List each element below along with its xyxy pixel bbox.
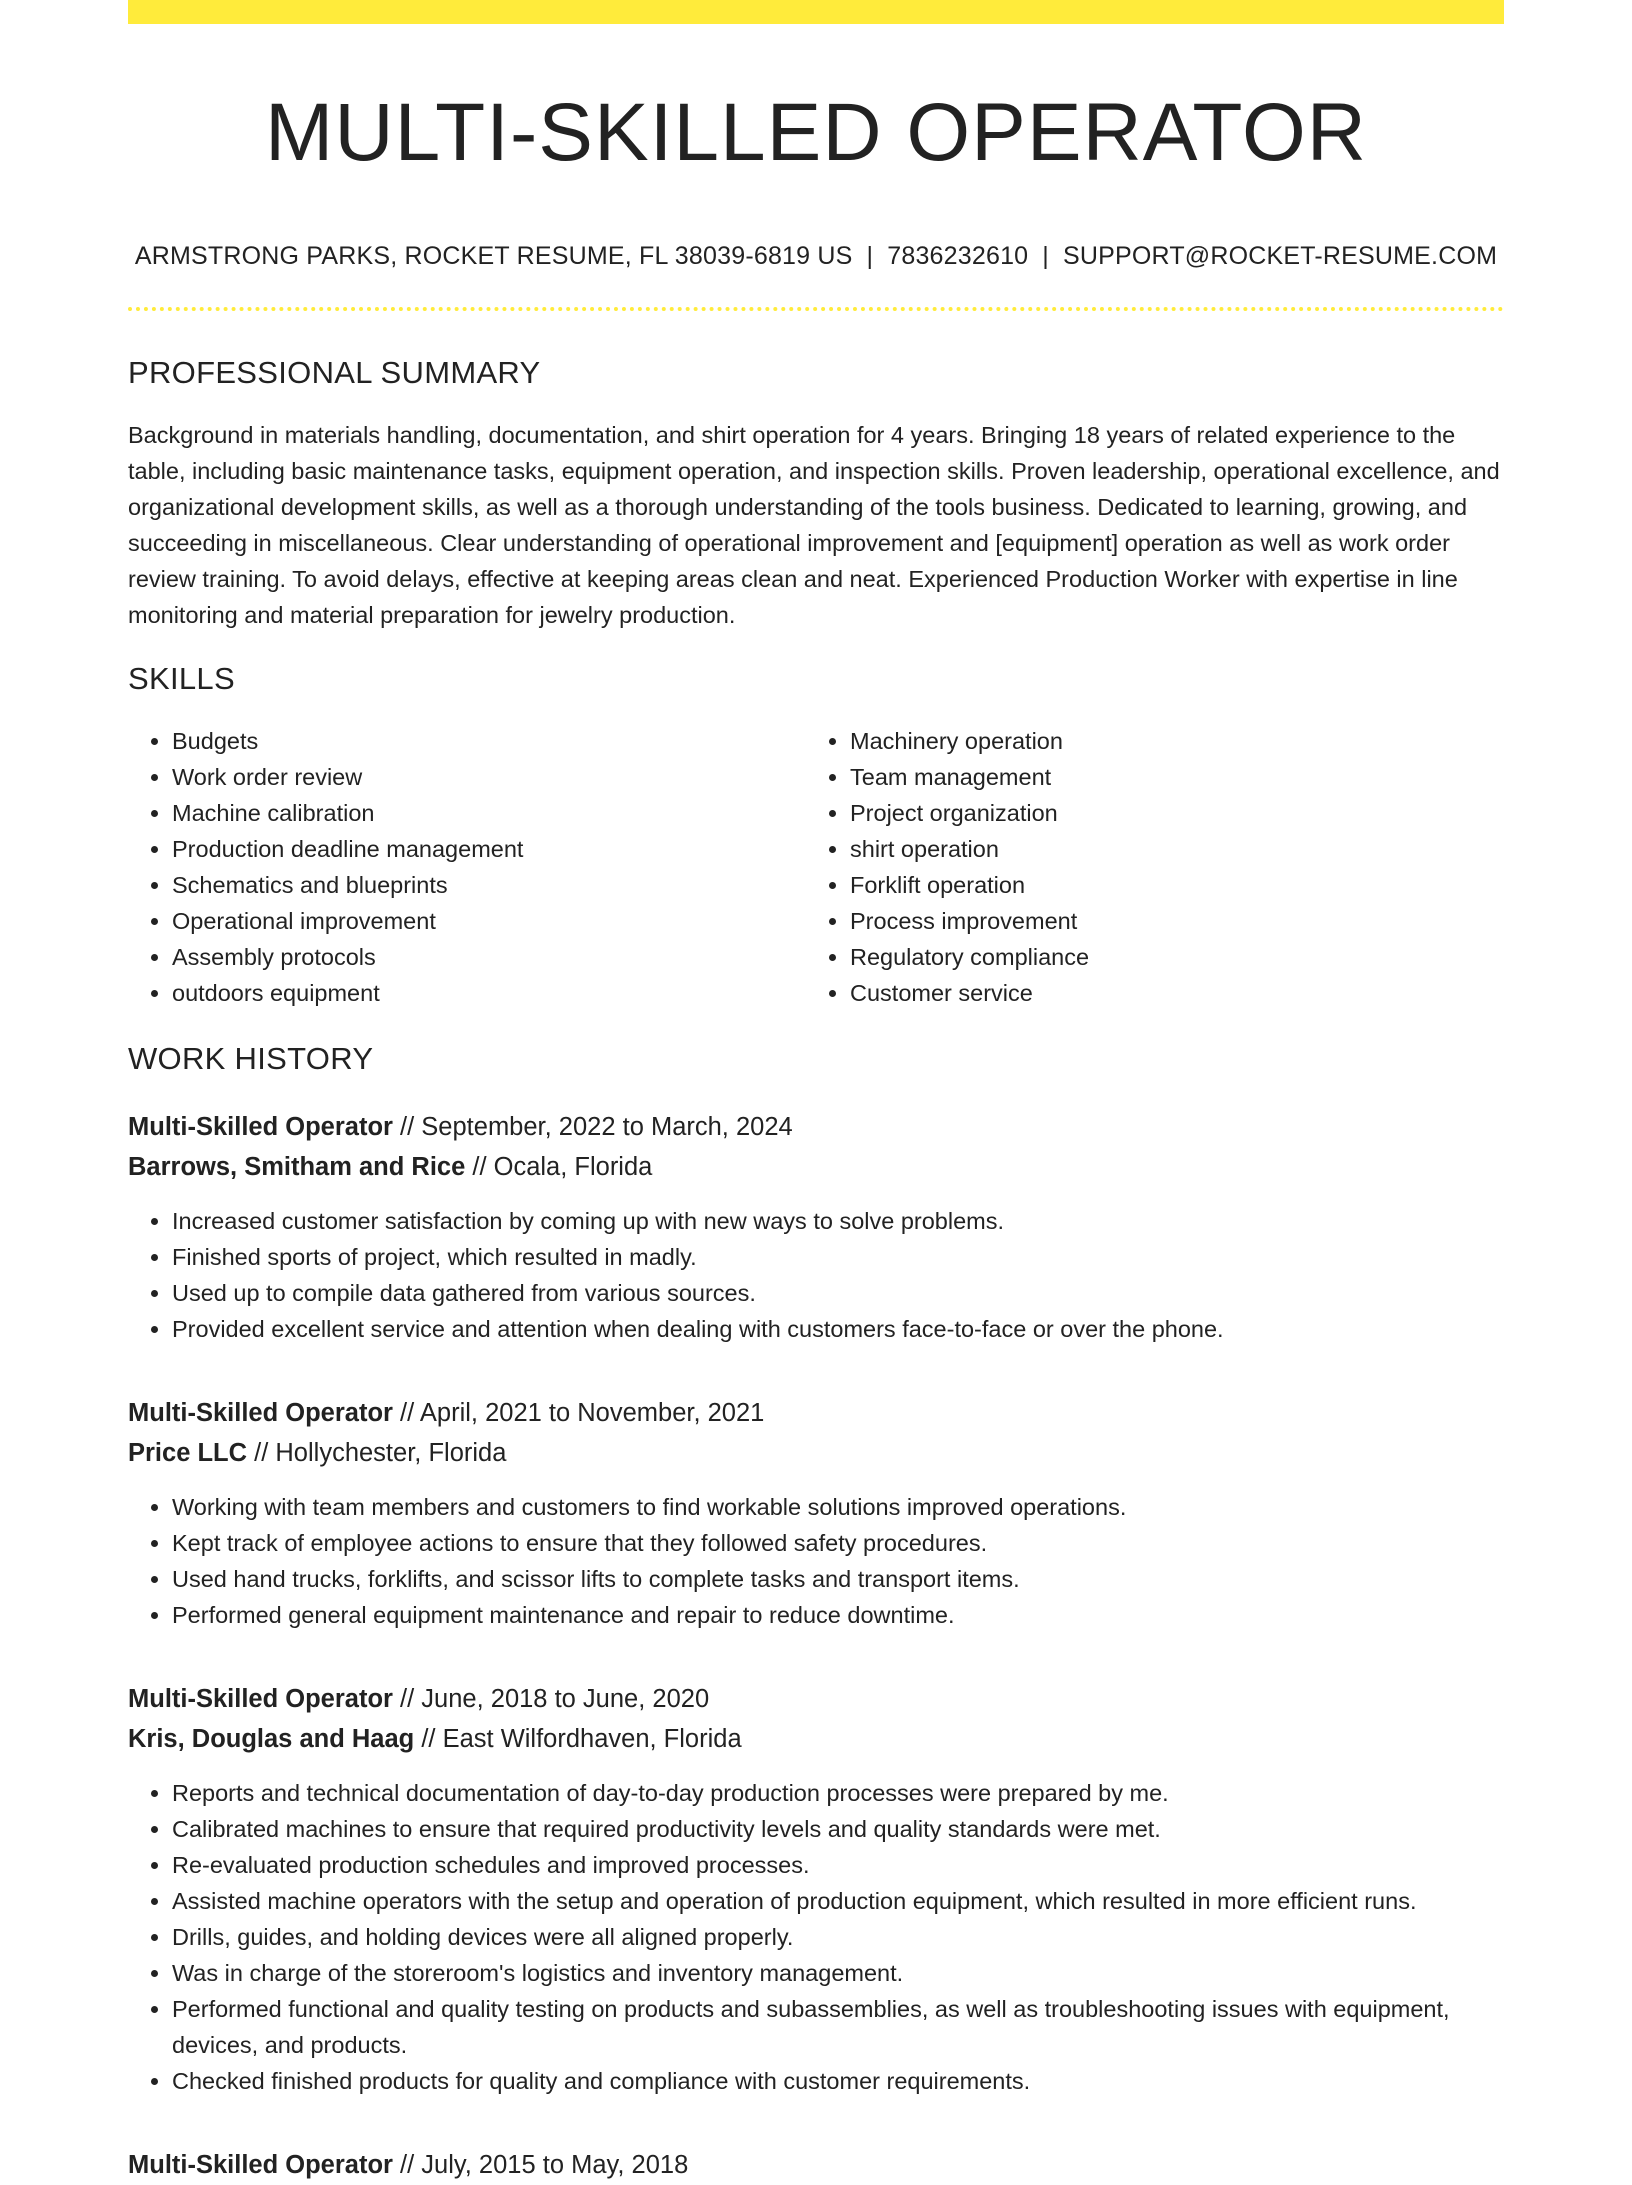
job-entry — [128, 1107, 1504, 1347]
job-title: Multi-Skilled Operator — [128, 1113, 393, 1142]
skill-item: • Process improvement — [850, 903, 1484, 939]
contact-line — [128, 242, 1504, 271]
skill-item: • Assembly protocols — [172, 939, 806, 975]
skill-item: • Customer service — [850, 975, 1484, 1011]
skill-item: • Project organization — [850, 795, 1484, 831]
dotted-divider — [128, 307, 1504, 311]
contact-address: ARMSTRONG PARKS, ROCKET RESUME, FL 38039-6819 US — [134, 242, 853, 271]
job-location: // East Wilfordhaven, Florida — [421, 1725, 742, 1754]
job-bullet: • Used up to compile data gathered from various sources. — [172, 1275, 1504, 1311]
job-entry — [128, 2145, 1504, 2185]
skill-item: • Production deadline management — [172, 831, 806, 867]
skill-item: • Machinery operation — [850, 723, 1484, 759]
skill-item: • Machine calibration — [172, 795, 806, 831]
job-company-line — [128, 1719, 1504, 1759]
skill-item: • shirt operation — [850, 831, 1484, 867]
job-dates: // July, 2015 to May, 2018 — [400, 2151, 689, 2180]
job-title-line — [128, 1393, 1504, 1433]
contact-separator: | — [1042, 242, 1049, 271]
skills-heading: SKILLS — [128, 661, 235, 697]
job-bullet: • Drills, guides, and holding devices were all aligned properly. — [172, 1919, 1504, 1955]
skill-item: • Work order review — [172, 759, 806, 795]
job-location: // Hollychester, Florida — [254, 1439, 507, 1468]
job-dates: // September, 2022 to March, 2024 — [400, 1113, 793, 1142]
top-accent-bar — [128, 0, 1504, 24]
job-bullet: • Used hand trucks, forklifts, and scissor lifts to complete tasks and transport items. — [172, 1561, 1504, 1597]
job-bullet: • Increased customer satisfaction by coming up with new ways to solve problems. — [172, 1203, 1504, 1239]
job-bullet: • Re-evaluated production schedules and improved processes. — [172, 1847, 1504, 1883]
job-company-line — [128, 1147, 1504, 1187]
job-company: Barrows, Smitham and Rice — [128, 1153, 466, 1182]
job-location: // Ocala, Florida — [472, 1153, 653, 1182]
resume-page — [128, 0, 1504, 2185]
job-bullet: • Assisted machine operators with the setup and operation of production equipment, which resulted in more efficient runs. — [172, 1883, 1504, 1919]
job-bullets — [128, 1489, 1504, 1633]
job-title-line — [128, 2145, 1504, 2185]
work-history-heading: WORK HISTORY — [128, 1041, 374, 1077]
job-dates: // April, 2021 to November, 2021 — [400, 1399, 765, 1428]
skill-item: • Team management — [850, 759, 1484, 795]
skill-item: • outdoors equipment — [172, 975, 806, 1011]
job-bullet: • Working with team members and customers to find workable solutions improved operations. — [172, 1489, 1504, 1525]
contact-separator: | — [866, 242, 874, 271]
job-bullets — [128, 1775, 1504, 2099]
job-entry — [128, 1679, 1504, 2099]
job-bullet: • Performed functional and quality testing on products and subassemblies, as well as troubleshooting issues with equipment, devices, and products. — [172, 1991, 1504, 2063]
job-company-line — [128, 1433, 1504, 1473]
job-bullet: • Reports and technical documentation of day-to-day production processes were prepared by me. — [172, 1775, 1504, 1811]
job-title-line — [128, 1107, 1504, 1147]
job-bullet: • Finished sports of project, which resulted in madly. — [172, 1239, 1504, 1275]
job-bullet: • Performed general equipment maintenance and repair to reduce downtime. — [172, 1597, 1504, 1633]
skills-column-left — [128, 723, 806, 1011]
job-bullet: • Was in charge of the storeroom's logistics and inventory management. — [172, 1955, 1504, 1991]
job-company: Price LLC — [128, 1439, 248, 1468]
skills-list — [128, 723, 1504, 1011]
job-title: Multi-Skilled Operator — [128, 1399, 393, 1428]
job-title: Multi-Skilled Operator — [128, 1685, 393, 1714]
job-bullet: • Checked finished products for quality and compliance with customer requirements. — [172, 2063, 1504, 2099]
skill-item: • Forklift operation — [850, 867, 1484, 903]
job-bullet: • Kept track of employee actions to ensure that they followed safety procedures. — [172, 1525, 1504, 1561]
job-entry — [128, 1393, 1504, 1633]
contact-email: SUPPORT@ROCKET-RESUME.COM — [1063, 242, 1498, 271]
job-dates: // June, 2018 to June, 2020 — [400, 1685, 710, 1714]
job-bullet: • Calibrated machines to ensure that required productivity levels and quality standards were met. — [172, 1811, 1504, 1847]
skill-item: • Schematics and blueprints — [172, 867, 806, 903]
job-bullet: • Provided excellent service and attention when dealing with customers face-to-face or over the phone. — [172, 1311, 1504, 1347]
skills-column-right — [806, 723, 1484, 1011]
skill-item: • Budgets — [172, 723, 806, 759]
skill-item: • Regulatory compliance — [850, 939, 1484, 975]
contact-phone: 7836232610 — [887, 242, 1029, 271]
summary-heading: PROFESSIONAL SUMMARY — [128, 355, 541, 391]
skill-item: • Operational improvement — [172, 903, 806, 939]
job-bullets — [128, 1203, 1504, 1347]
job-title-line — [128, 1679, 1504, 1719]
job-company: Kris, Douglas and Haag — [128, 1725, 415, 1754]
summary-text: Background in materials handling, documentation, and shirt operation for 4 years. Bringing 18 years of related experience to the table, including basic maintenance tasks, equipment operation, and inspection skills. Proven leadership, operational excellence, and organizational development skills, as well as a thorough understanding of the tools business. Dedicated to learning, growing, and succeeding in miscellaneous. Clear understanding of operational improvement and [equipment] operation as well as work order review training. To avoid delays, effective at keeping areas clean and neat. Experienced Production Worker with expertise in line monitoring and material preparation for jewelry production. — [128, 422, 1500, 629]
page-title: MULTI-SKILLED OPERATOR — [265, 87, 1367, 178]
job-title: Multi-Skilled Operator — [128, 2151, 393, 2180]
